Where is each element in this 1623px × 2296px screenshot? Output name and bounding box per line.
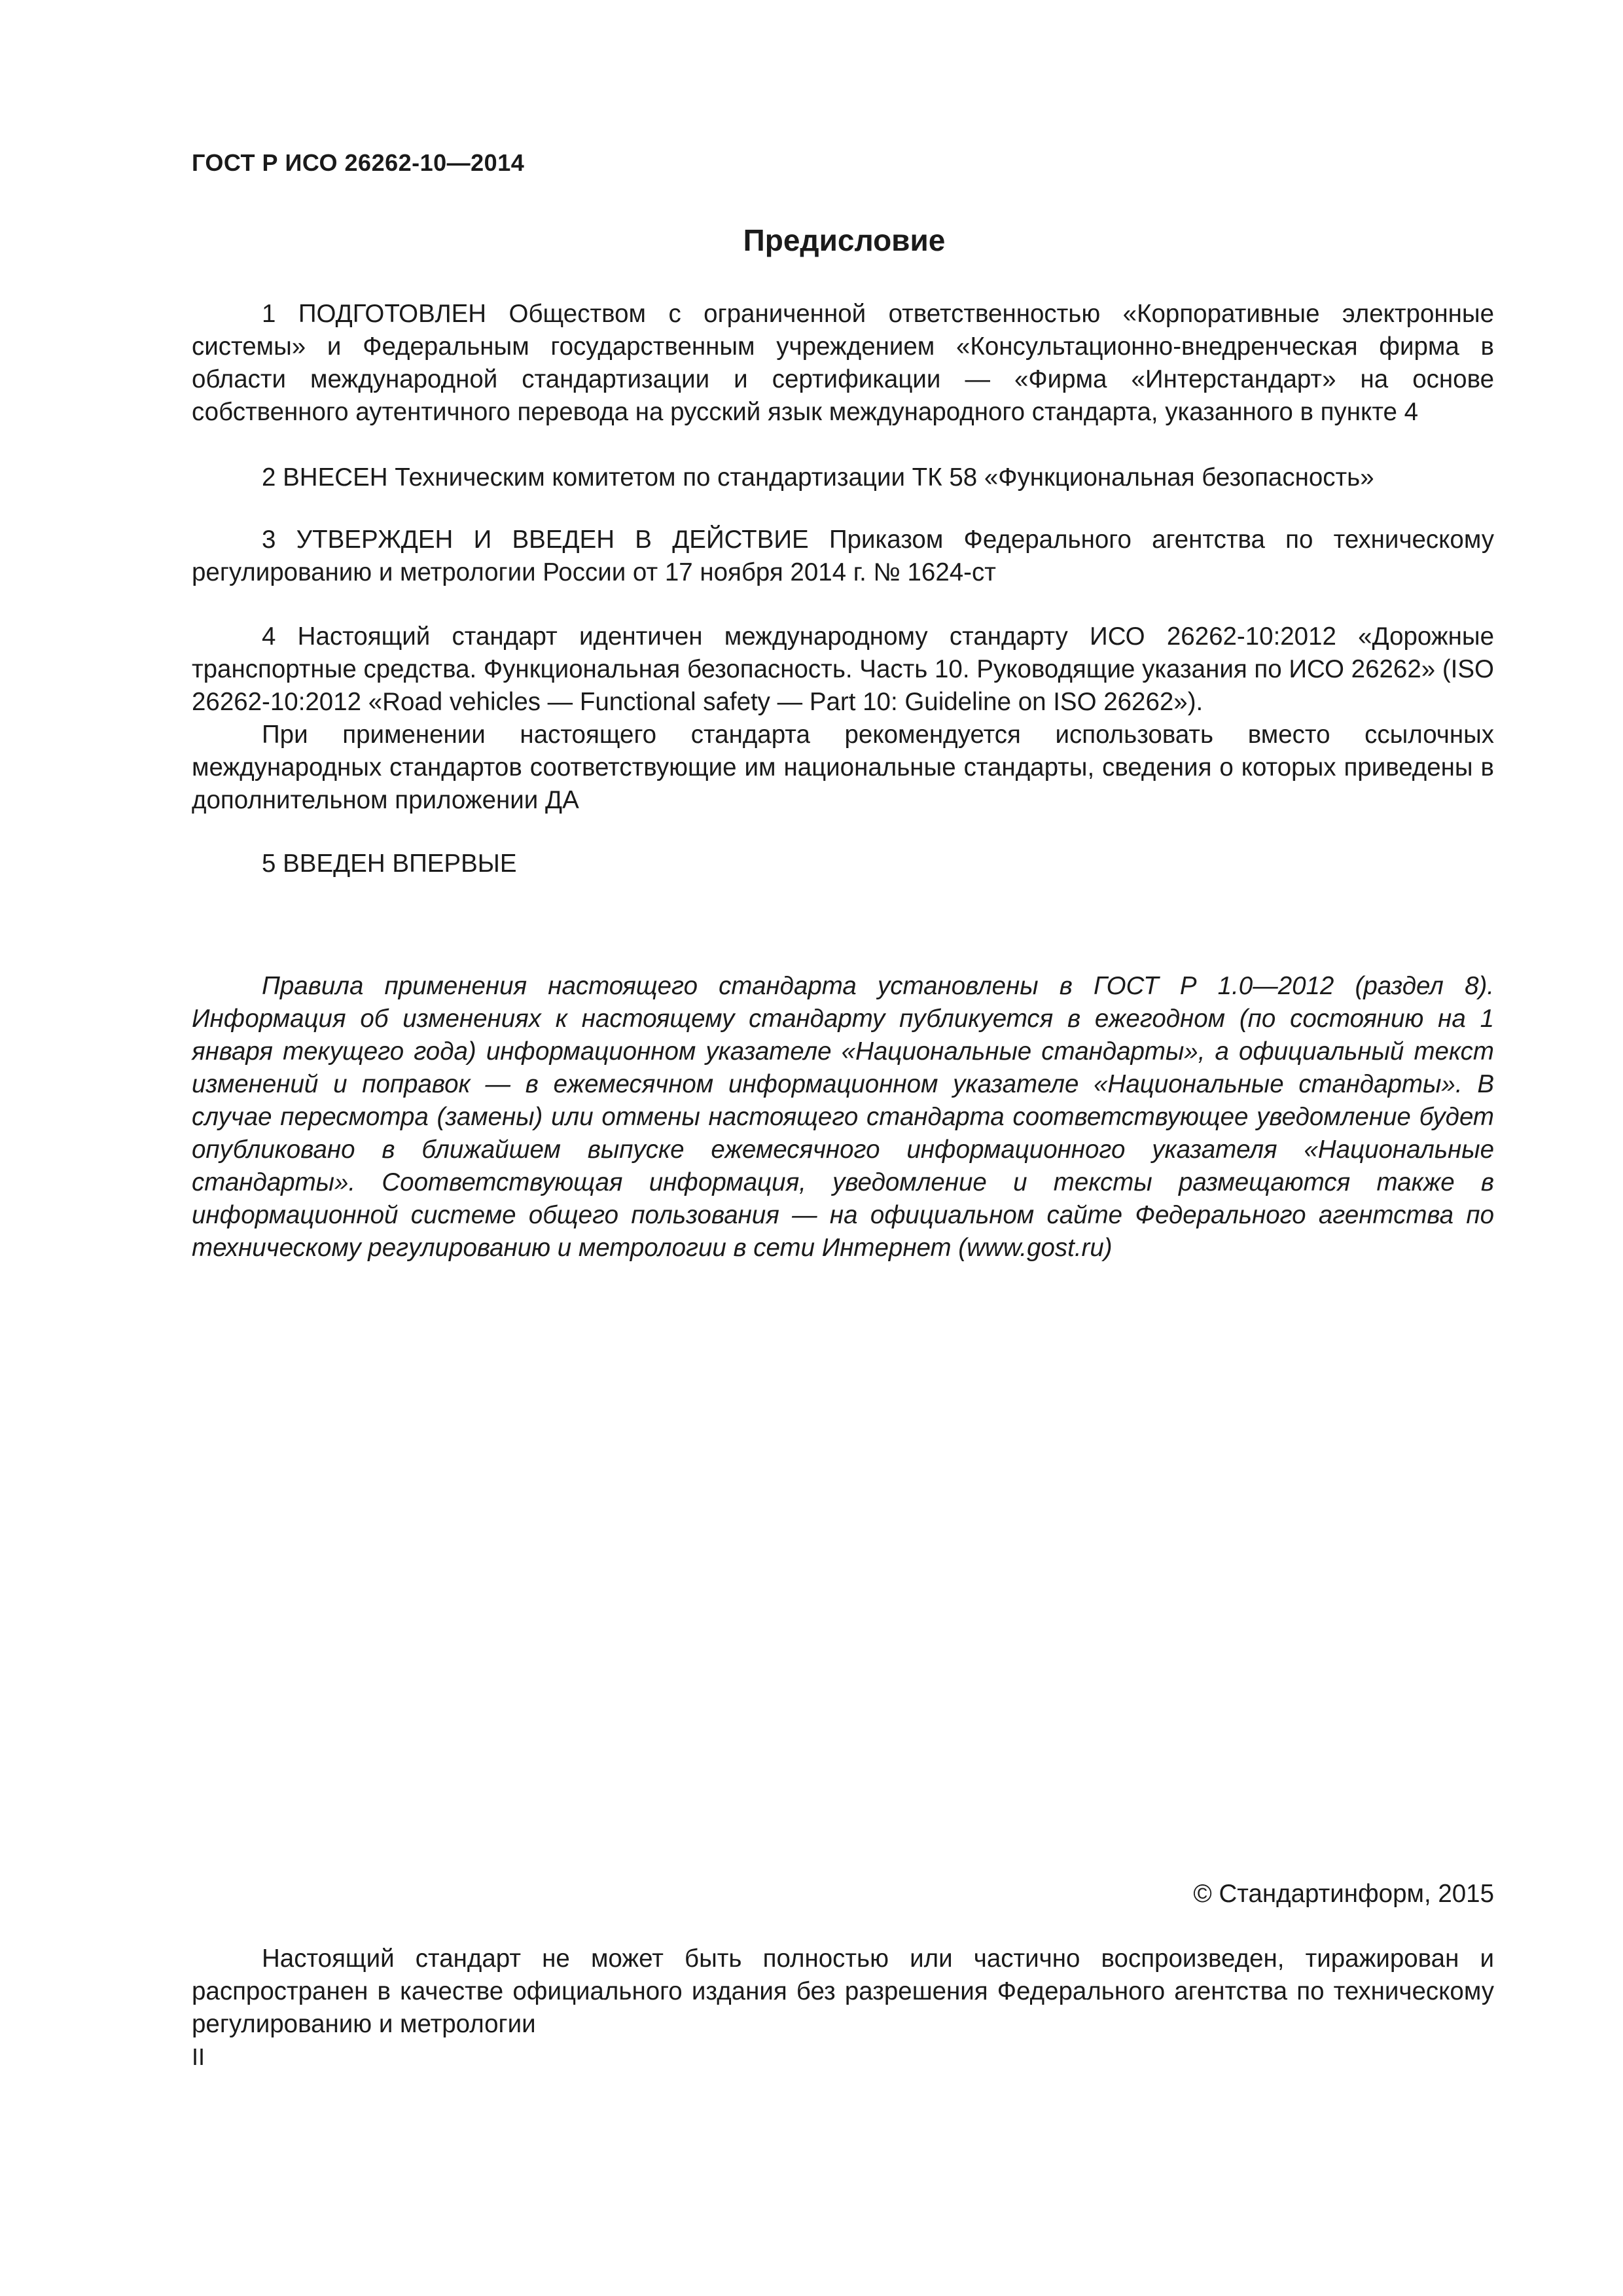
section-title: Предисловие: [743, 223, 946, 257]
item-4-paragraph: 4 Настоящий стандарт идентичен международному стандарту ИСО 26262-10:2012 «Дорожные транспортные средства. Функциональная безопасность. Часть 10. Руководящие указания по ИСО 26262» (ISO 26262-10:2012 «Road vehicles — Functional safety — Part 10: Guideline on ISO 26262»).: [192, 622, 1494, 716]
rules-notice-block: [192, 970, 1494, 1265]
page-number: II: [192, 2043, 205, 2070]
reproduction-notice-paragraph: Настоящий стандарт не может быть полностью или частично воспроизведен, тиражирован и распространен в качестве официального издания без разрешения Федерального агентства по техническому регулированию и метрологии: [192, 1945, 1494, 2038]
item-5-paragraph: 5 ВВЕДЕН ВПЕРВЫЕ: [262, 850, 517, 878]
item-2-block: [192, 461, 1494, 494]
item-2-paragraph: 2 ВНЕСЕН Техническим комитетом по стандартизации ТК 58 «Функциональная безопасность»: [262, 463, 1374, 492]
reproduction-notice-block: [192, 1943, 1494, 2041]
rules-notice-paragraph: Правила применения настоящего стандарта установлены в ГОСТ Р 1.0—2012 (раздел 8). Информация об изменениях к настоящему стандарту публикуется в ежегодном (по состоянию на 1 января текущего года) информационном указателе «Национальные стандарты», а официальный текст изменений и поправок — в ежемесячном информационном указателе «Национальные стандарты». В случае пересмотра (замены) или отмены настоящего стандарта соответствующее уведомление будет опубликовано в ближайшем выпуске ежемесячного информационного указателя «Национальные стандарты». Соответствующая информация, уведомление и тексты размещаются также в информационной системе общего пользования — на официальном сайте Федерального агентства по техническому регулированию и метрологии в сети Интернет (www.gost.ru): [192, 972, 1494, 1262]
document-code-header: ГОСТ Р ИСО 26262-10—2014: [192, 149, 525, 176]
item-4-block: [192, 620, 1494, 817]
item-1-paragraph: 1 ПОДГОТОВЛЕН Обществом с ограниченной ответственностью «Корпоративные электронные системы» и Федеральным государственным учреждением «Консультационно-внедренческая фирма в области международной стандартизации и сертификации — «Фирма «Интерстандарт» на основе собственного аутентичного перевода на русский язык международного стандарта, указанного в пункте 4: [192, 300, 1494, 426]
copyright-line: © Стандартинформ, 2015: [1193, 1880, 1494, 1908]
item-3-paragraph: 3 УТВЕРЖДЕН И ВВЕДЕН В ДЕЙСТВИЕ Приказом Федерального агентства по техническому регулированию и метрологии России от 17 ноября 2014 г. № 1624-ст: [192, 526, 1494, 586]
item-5-block: [192, 848, 1494, 880]
item-1-block: [192, 298, 1494, 429]
item-3-block: [192, 524, 1494, 589]
item-4-note-paragraph: При применении настоящего стандарта рекомендуется использовать вместо ссылочных международных стандартов соответствующие им национальные стандарты, сведения о которых приведены в дополнительном приложении ДА: [192, 721, 1494, 814]
